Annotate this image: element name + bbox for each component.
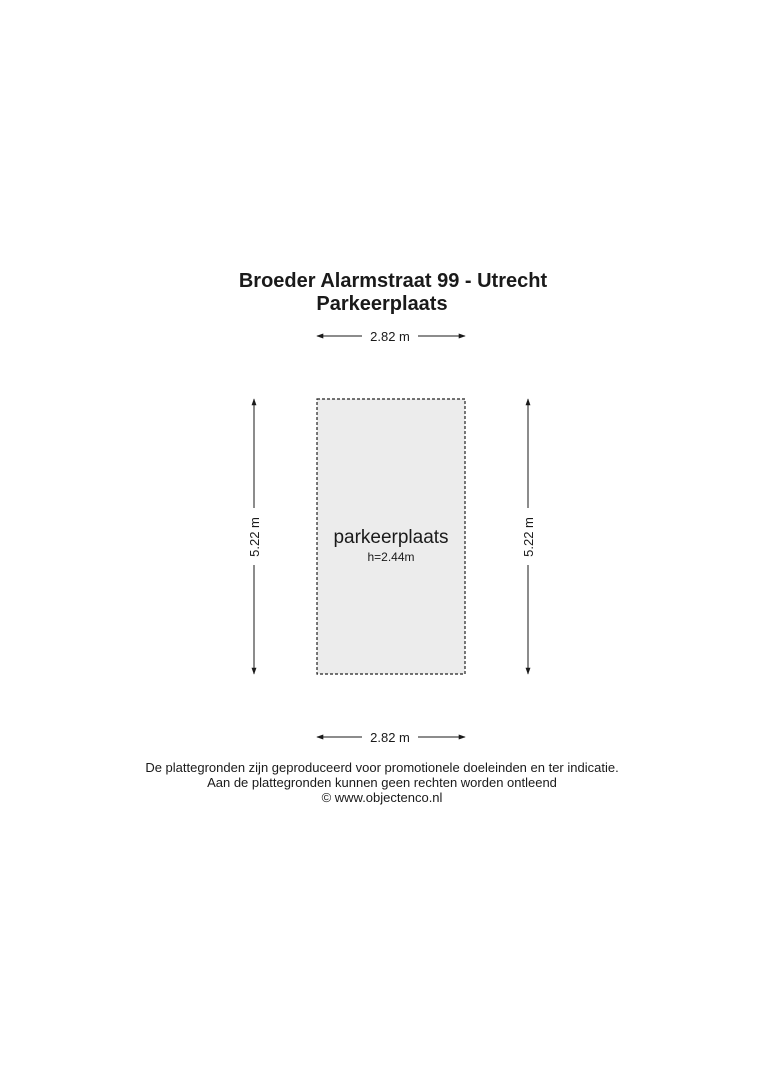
disclaimer	[0, 760, 764, 805]
dimension-left-depth	[247, 399, 262, 674]
dimension-left-label: 5.22 m	[247, 517, 262, 557]
page-subtitle: Parkeerplaats	[316, 293, 448, 315]
dimension-right-label: 5.22 m	[521, 517, 536, 557]
room-height-label: h=2.44m	[367, 550, 415, 564]
dimension-top-label: 2.82 m	[370, 329, 410, 344]
room-name-label: parkeerplaats	[333, 527, 449, 548]
disclaimer-line-2: Aan de plattegronden kunnen geen rechten worden ontleend	[207, 775, 557, 790]
dimension-right-depth	[521, 399, 536, 674]
dimension-bottom-width	[317, 730, 465, 745]
dimension-bottom-label: 2.82 m	[370, 730, 410, 745]
disclaimer-line-1: De plattegronden zijn geproduceerd voor promotionele doeleinden en ter indicatie.	[145, 760, 619, 775]
dimension-top-width	[317, 329, 465, 344]
page-title: Broeder Alarmstraat 99 - Utrecht	[238, 270, 548, 292]
copyright-line: © www.objectenco.nl	[321, 790, 443, 805]
